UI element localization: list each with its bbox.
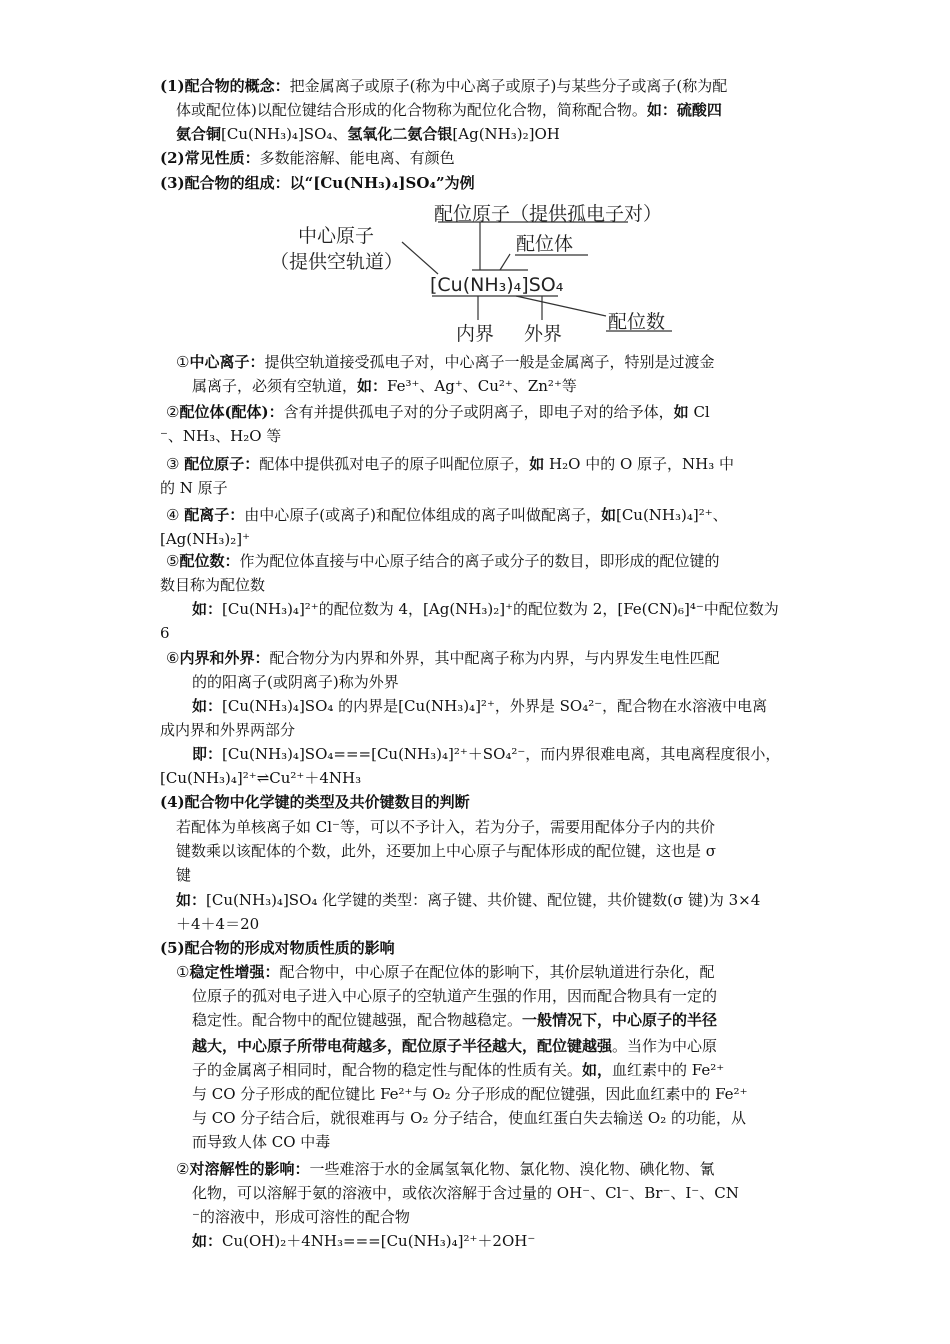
bold-text: 配位体(配体)： — [179, 403, 284, 421]
text-line — [160, 74, 727, 98]
text-run: 配体中提供孤对电子的原子叫配位原子， — [259, 455, 530, 473]
text-line — [160, 476, 228, 500]
text-line — [160, 621, 170, 645]
text-run: 多数能溶解、能电离、有颜色 — [259, 149, 455, 167]
bold-text: 如 — [529, 455, 545, 473]
bold-text: 一般情况下，中心原子的半径 — [522, 1011, 718, 1029]
bold-text: (5)配合物的形成对物质性质的影响 — [160, 939, 395, 957]
text-run: 若配体为单核离子如 Cl⁻等，可以不予计入，若为分子，需要用配体分子内的共价 — [176, 818, 715, 836]
bold-text: 配位数： — [179, 552, 240, 570]
bold-text: 内界和外界： — [179, 649, 270, 667]
bold-text: 如 — [673, 403, 689, 421]
text-run: [Cu(NH₃)₄]SO₄、 — [221, 125, 348, 143]
text-line — [192, 1106, 746, 1130]
text-run: 的 N 原子 — [160, 479, 228, 497]
bold-text: (4)配合物中化学键的类型及共价键数目的判断 — [160, 793, 470, 811]
text-line — [176, 960, 714, 984]
text-line — [192, 1205, 410, 1229]
text-run: 与 CO 分子结合后，就很难再与 O₂ 分子结合，使血红蛋白失去输送 O₂ 的功能，从 — [192, 1109, 747, 1127]
text-run: ⁻的溶液中，形成可溶性的配合物 — [192, 1208, 410, 1226]
text-run: 属离子，必须有空轨道， — [192, 377, 358, 395]
text-run: H₂O 中的 O 原子，NH₃ 中 — [544, 455, 735, 473]
ligand-label: 配位体 — [516, 233, 574, 255]
bold-text: 如： — [176, 891, 207, 909]
bold-text: (3)配合物的组成：以“[Cu(NH₃)₄]SO₄”为例 — [160, 174, 475, 192]
text-run: 。当作为中心原 — [612, 1037, 718, 1055]
text-line — [160, 936, 395, 960]
text-run: [Cu(NH₃)₄]²⁺、 — [615, 506, 728, 524]
text-run: ＋4＋4＝20 — [176, 915, 260, 933]
bold-text: 如： — [192, 697, 223, 715]
bold-text: 配离子： — [184, 506, 245, 524]
text-line — [192, 984, 717, 1008]
text-run: 与 CO 分子形成的配位键比 Fe²⁺与 O₂ 分子形成的配位键强，因此血红素中的 Fe²⁺ — [192, 1085, 748, 1103]
text-line — [176, 1157, 714, 1181]
bold-text: 如：硫酸四 — [646, 101, 722, 119]
text-run: [Ag(NH₃)₂]OH — [452, 125, 560, 143]
text-run: 化物，可以溶解于氨的溶液中，或依次溶解于含过量的 OH⁻、Cl⁻、Br⁻、I⁻、CN — [192, 1184, 739, 1202]
text-run: 稳定性。配合物中的配位键越强，配合物越稳定。 — [192, 1011, 523, 1029]
text-run: 数目称为配位数 — [160, 576, 266, 594]
bold-text: 氨合铜 — [176, 125, 222, 143]
text-run: 子的金属离子相同时，配合物的稳定性与配体的性质有关。 — [192, 1061, 583, 1079]
text-line — [192, 597, 779, 621]
text-run: 位原子的孤对电子进入中心原子的空轨道产生强的作用，因而配合物具有一定的 — [192, 987, 718, 1005]
central-atom-note: （提供空轨道） — [270, 251, 404, 273]
text-line — [160, 573, 265, 597]
text-line — [166, 549, 719, 573]
outer-sphere-label: 外界 — [524, 323, 563, 345]
text-line — [166, 400, 710, 424]
text-line — [160, 146, 455, 170]
text-line — [192, 1229, 535, 1253]
text-run: ⑤ — [166, 552, 180, 570]
text-line — [166, 503, 728, 527]
text-line — [176, 863, 191, 887]
text-line — [192, 1130, 330, 1154]
text-run: 一些难溶于水的金属氢氧化物、氯化物、溴化物、碘化物、氰 — [309, 1160, 715, 1178]
text-line — [176, 888, 760, 912]
text-run: 含有并提供孤电子对的分子或阴离子，即电子对的给予体， — [283, 403, 674, 421]
text-run: 6 — [160, 624, 170, 642]
bold-text: 如 — [600, 506, 616, 524]
text-run: Fe³⁺、Ag⁺、Cu²⁺、Zn²⁺等 — [387, 377, 577, 395]
text-run: [Cu(NH₃)₄]SO₄===[Cu(NH₃)₄]²⁺＋SO₄²⁻，而内界很难电离，其电离程度很小， — [222, 745, 781, 763]
bold-text: 中心离子： — [189, 353, 265, 371]
text-run: 配合物分为内界和外界，其中配离子称为内界，与内界发生电性匹配 — [269, 649, 720, 667]
text-run: ② — [166, 403, 180, 421]
bold-text: 如： — [357, 377, 388, 395]
bold-text: 如， — [582, 1061, 613, 1079]
text-run: ① — [176, 963, 190, 981]
coordination-number-label: 配位数 — [608, 311, 666, 333]
text-line — [160, 790, 470, 814]
text-run: 把金属离子或原子(称为中心离子或原子)与某些分子或离子(称为配 — [289, 77, 728, 95]
text-run: ⑥ — [166, 649, 180, 667]
text-run: ① — [176, 353, 190, 371]
text-run: [Ag(NH₃)₂]⁺ — [160, 530, 250, 548]
text-run: 配合物中，中心原子在配位体的影响下，其价层轨道进行杂化，配 — [279, 963, 715, 981]
bold-text: 如： — [192, 600, 223, 618]
text-run: 键 — [176, 866, 192, 884]
bold-text: (2)常见性质： — [160, 149, 260, 167]
text-line — [176, 839, 716, 863]
bold-text: 配位原子： — [184, 455, 260, 473]
text-run: [Cu(NH₃)₄]²⁺⇌Cu²⁺＋4NH₃ — [160, 769, 362, 787]
text-run: [Cu(NH₃)₄]SO₄ 化学键的类型：离子键、共价键、配位键，共价键数(σ 键)为 3×4 — [206, 891, 761, 909]
text-line — [192, 374, 577, 398]
text-run: ④ — [166, 506, 185, 524]
text-line — [192, 1082, 748, 1106]
bold-text: 如： — [192, 1232, 223, 1250]
text-line — [192, 1008, 717, 1032]
text-line — [176, 98, 722, 122]
bold-text: 对溶解性的影响： — [189, 1160, 310, 1178]
text-line — [160, 527, 250, 551]
text-run: 而导致人体 CO 中毒 — [192, 1133, 331, 1151]
text-line — [176, 912, 259, 936]
text-line — [160, 718, 295, 742]
text-run: 由中心原子(或离子)和配位体组成的离子叫做配离子， — [244, 506, 601, 524]
coordinating-atom-label: 配位原子（提供孤电子对） — [434, 203, 663, 225]
text-line — [192, 742, 780, 766]
text-run: [Cu(NH₃)₄]SO₄ 的内界是[Cu(NH₃)₄]²⁺，外界是 SO₄²⁻，配合物在水溶液中电离 — [222, 697, 768, 715]
text-line — [160, 766, 361, 790]
bold-text: 越大，中心原子所带电荷越多，配位原子半径越大，配位键越强 — [192, 1037, 613, 1055]
text-run: 作为配位体直接与中心原子结合的离子或分子的数目，即形成的配位键的 — [239, 552, 720, 570]
text-run: ② — [176, 1160, 190, 1178]
text-line — [176, 122, 560, 146]
bold-text: 即： — [192, 745, 223, 763]
complex-formula: [Cu(NH₃)₄]SO₄ — [430, 274, 564, 296]
text-line — [160, 171, 475, 195]
text-run: Cu(OH)₂＋4NH₃===[Cu(NH₃)₄]²⁺＋2OH⁻ — [222, 1232, 536, 1250]
text-line — [192, 1058, 724, 1082]
text-run: 提供空轨道接受孤电子对，中心离子一般是金属离子，特别是过渡金 — [264, 353, 715, 371]
text-run: ⁻、NH₃、H₂O 等 — [160, 427, 282, 445]
text-line — [192, 1034, 717, 1058]
text-run: Cl — [688, 403, 710, 421]
central-atom-label: 中心原子 — [298, 225, 375, 247]
text-run: [Cu(NH₃)₄]²⁺的配位数为 4，[Ag(NH₃)₂]⁺的配位数为 2，[Fe(CN)₆]⁴⁻中配位数为 — [222, 600, 779, 618]
text-line — [192, 694, 767, 718]
text-run: ③ — [166, 455, 185, 473]
text-run: 键数乘以该配体的个数，此外，还要加上中心原子与配体形成的配位键，这也是 σ — [176, 842, 717, 860]
text-run: 血红素中的 Fe²⁺ — [612, 1061, 725, 1079]
text-run: 成内界和外界两部分 — [160, 721, 296, 739]
text-line — [160, 424, 281, 448]
text-run: 体或配位体)以配位键结合形成的化合物称为配位化合物，简称配合物。 — [176, 101, 647, 119]
inner-sphere-label: 内界 — [456, 323, 495, 345]
text-line — [192, 1181, 739, 1205]
bold-text: (1)配合物的概念： — [160, 77, 290, 95]
text-line — [166, 646, 719, 670]
text-line — [192, 670, 399, 694]
text-run: 的的阳离子(或阴离子)称为外界 — [192, 673, 399, 691]
text-line — [176, 350, 714, 374]
bold-text: 稳定性增强： — [189, 963, 280, 981]
bold-text: 氢氧化二氨合银 — [347, 125, 453, 143]
text-line — [166, 452, 734, 476]
text-line — [176, 815, 715, 839]
